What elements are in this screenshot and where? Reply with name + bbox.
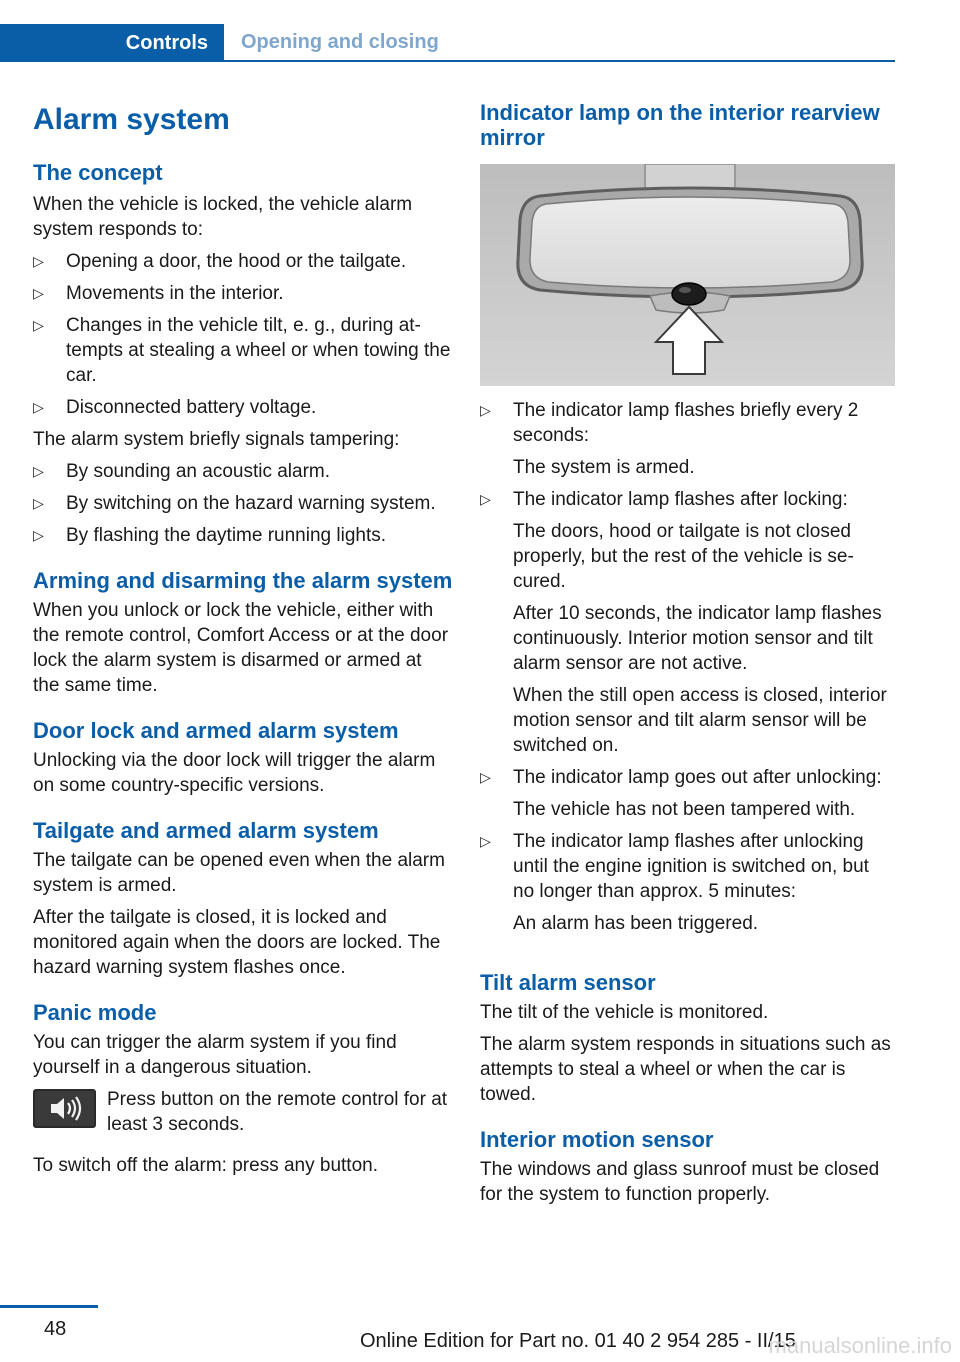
signals-list (33, 459, 453, 548)
concept-heading: The concept (33, 160, 163, 185)
list-sub-text: The vehicle has not been tampered with. (513, 799, 856, 820)
panic-text: You can trigger the alarm system if you find yourself in a dangerous situation. (33, 1032, 397, 1078)
triangle-bullet-icon: ▷ (480, 491, 491, 507)
list-sub-text: After 10 seconds, the indicator lamp flashes continuously. Interior motion sensor and tilt alarm sensor are not active. (513, 603, 882, 674)
page-title: Alarm system (33, 103, 230, 136)
list-sub-text: The system is armed. (513, 457, 695, 478)
arming-heading: Arming and disarming the alarm system (33, 568, 453, 593)
header-section-tab[interactable]: Controls (0, 24, 224, 62)
list-item: ▷ The indicator lamp flashes briefly every 2 seconds: The system is armed. (480, 398, 895, 480)
list-item: ▷ Opening a door, the hood or the tailgate. (33, 251, 407, 272)
tilt-text-1: The tilt of the vehicle is monitored. (480, 1002, 769, 1023)
triangle-bullet-icon: ▷ (33, 253, 44, 269)
edition-text: Online Edition for Part no. 01 40 2 954 285 - II/15 (360, 1330, 796, 1352)
tailgate-heading: Tailgate and armed alarm system (33, 818, 379, 843)
page-number: 48 (44, 1318, 67, 1340)
concept-intro: When the vehicle is locked, the vehicle alarm system responds to: (33, 194, 413, 240)
list-item: ▷ The indicator lamp flashes after unlocking until the engine ignition is switched on, but no longer than approx. 5 minutes: An alarm has been triggered. (480, 829, 895, 936)
triangle-bullet-icon: ▷ (33, 285, 44, 301)
triangle-bullet-icon: ▷ (480, 769, 491, 785)
arming-text: When you unlock or lock the vehicle, either with the remote control, Comfort Access or at the door lock the alarm system is disarmed or armed at the same time. (33, 600, 449, 696)
door-lock-text: Unlocking via the door lock will trigger the alarm on some country-specific versions. (33, 750, 436, 796)
right-column (480, 100, 895, 1207)
mirror-illustration (480, 164, 895, 386)
list-sub-text: The doors, hood or tailgate is not closed properly, but the rest of the vehicle is secured. (513, 521, 854, 592)
tilt-heading: Tilt alarm sensor (480, 970, 656, 995)
list-item: ▷ By switching on the hazard warning system. (33, 493, 436, 514)
footer-rule (0, 1305, 98, 1308)
left-column (33, 100, 453, 1178)
door-lock-heading: Door lock and armed alarm system (33, 718, 399, 743)
list-item: ▷ By flashing the daytime running lights. (33, 525, 387, 546)
tilt-text-2: The alarm system responds in situations such as attempts to steal a wheel or when the car is towed. (480, 1034, 891, 1105)
list-item: ▷ The indicator lamp flashes after locking: The doors, hood or tailgate is not closed properly, but the rest of the vehicle is secured. After 10 seconds, the indicator lamp flashes continuously. Interior motion sensor and tilt alarm sensor are not active. When the still open access is closed, interior motion sensor and tilt alarm sensor will be switched on. (480, 487, 895, 758)
concept-list (33, 249, 453, 420)
speaker-icon (33, 1089, 96, 1128)
triangle-bullet-icon: ▷ (480, 402, 491, 418)
triangle-bullet-icon: ▷ (33, 495, 44, 511)
list-sub-text: An alarm has been triggered. (513, 913, 759, 934)
panic-heading: Panic mode (33, 1000, 157, 1025)
list-item: ▷ The indicator lamp goes out after unlocking: The vehicle has not been tampered with. (480, 765, 895, 822)
list-sub-text: When the still open access is closed, interior motion sensor and tilt alarm sensor will be switched on. (513, 685, 887, 756)
triangle-bullet-icon: ▷ (480, 833, 491, 849)
list-item: ▷ By sounding an acoustic alarm. (33, 461, 331, 482)
motion-heading: Interior motion sensor (480, 1127, 714, 1152)
panic-button-text: Press button on the remote control for at least 3 seconds. (107, 1089, 448, 1135)
triangle-bullet-icon: ▷ (33, 317, 44, 333)
list-item: ▷ Disconnected battery voltage. (33, 397, 317, 418)
panic-off-text: To switch off the alarm: press any button. (33, 1155, 378, 1176)
triangle-bullet-icon: ▷ (33, 527, 44, 543)
panic-button-row (33, 1087, 453, 1137)
indicator-heading: Indicator lamp on the interior rearview mirror (480, 100, 880, 150)
header-subsection-tab[interactable]: Opening and closing (241, 30, 439, 53)
page-header (0, 24, 895, 62)
tailgate-text-2: After the tailgate is closed, it is locked and monitored again when the doors are locked. The hazard warning system flashes once. (33, 907, 441, 978)
signals-intro: The alarm system briefly signals tampering: (33, 429, 400, 450)
indicator-list (480, 398, 895, 936)
triangle-bullet-icon: ▷ (33, 399, 44, 415)
motion-text: The windows and glass sunroof must be closed for the system to function properly. (480, 1159, 880, 1205)
watermark: manualsonline.info (768, 1333, 952, 1358)
triangle-bullet-icon: ▷ (33, 463, 44, 479)
rearview-mirror-illustration (480, 164, 895, 386)
list-item: ▷ Movements in the interior. (33, 283, 284, 304)
tailgate-text-1: The tailgate can be opened even when the alarm system is armed. (33, 850, 445, 896)
list-item: ▷ Changes in the vehicle tilt, e. g., during attempts at stealing a wheel or when towing the car. (33, 315, 451, 386)
